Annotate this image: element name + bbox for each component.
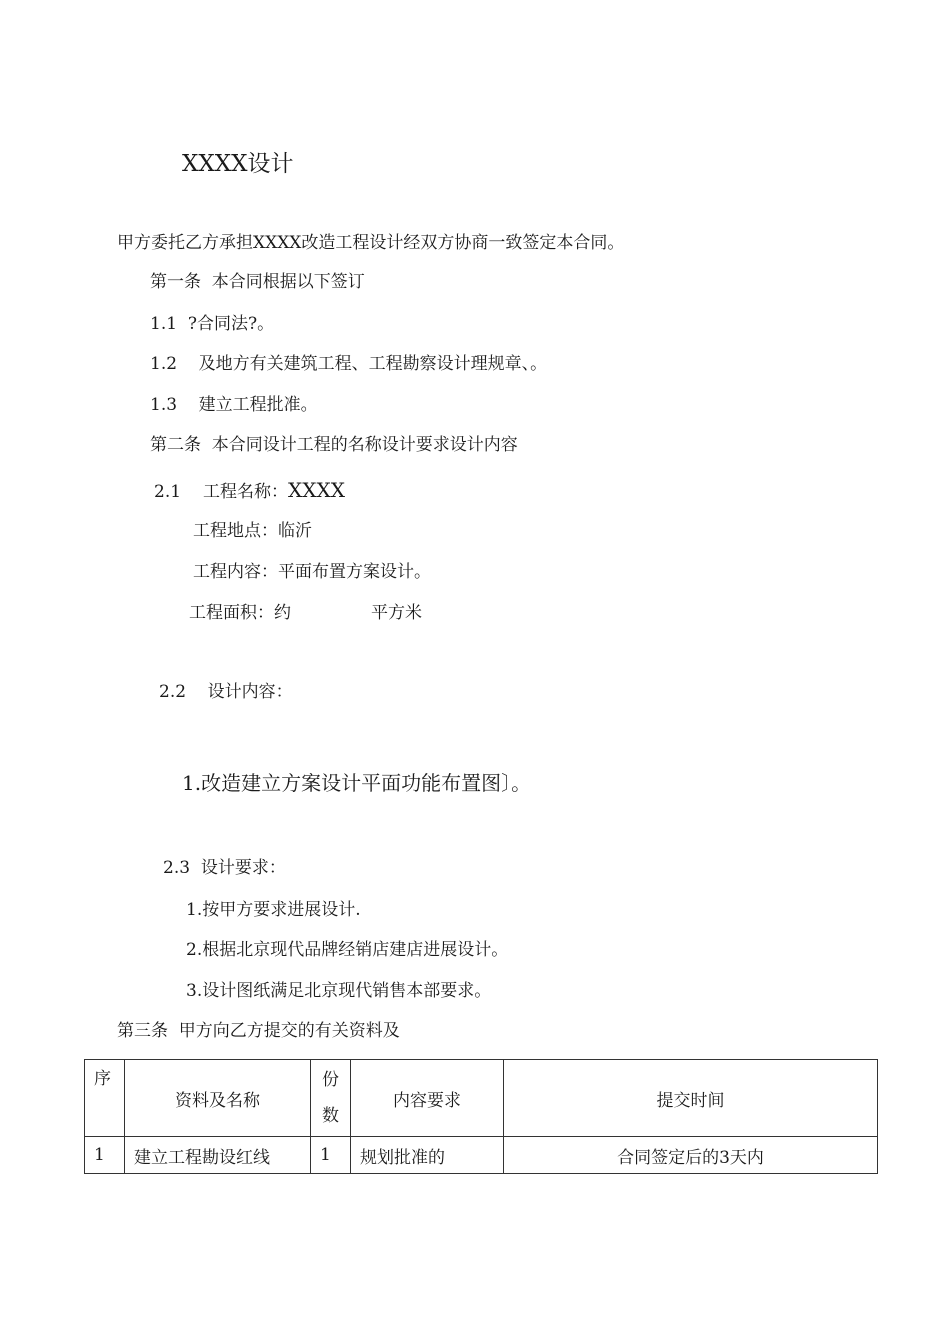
requirement-2: 2.根据北京现代品牌经销店建店进展设计。 xyxy=(186,940,509,960)
header-name: 资料及名称 xyxy=(125,1060,311,1137)
clause-2-2: 2.2 设计内容： xyxy=(159,682,293,702)
row-copies: 1 xyxy=(311,1137,351,1174)
project-name-value: XXXX xyxy=(288,478,345,502)
clause-1-2: 1.2 及地方有关建筑工程、工程勘察设计理规章、。 xyxy=(150,354,548,374)
row-time: 合同签定后的3天内 xyxy=(504,1137,878,1174)
project-area-label: 工程面积：约 xyxy=(189,603,291,623)
project-location: 工程地点：临沂 xyxy=(193,521,312,541)
header-copies-line2: 数 xyxy=(322,1106,339,1126)
intro-paragraph: 甲方委托乙方承担XXXX改造工程设计经双方协商一致签定本合同。 xyxy=(117,233,625,253)
requirement-1: 1.按甲方要求进展设计. xyxy=(186,900,361,920)
design-content-item: 1.改造建立方案设计平面功能布置图〕。 xyxy=(182,771,532,795)
project-area-unit: 平方米 xyxy=(371,603,422,623)
header-seq: 序 xyxy=(85,1060,125,1137)
row-seq: 1 xyxy=(85,1137,125,1174)
row-content: 规划批准的 xyxy=(351,1137,504,1174)
page-title: XXXX设计 xyxy=(182,151,294,177)
clause-2-3: 2.3 设计要求： xyxy=(163,858,286,878)
table-header-row xyxy=(85,1060,878,1137)
clause-2-1-number: 2.1 xyxy=(154,482,182,502)
requirement-3: 3.设计图纸满足北京现代销售本部要求。 xyxy=(186,981,492,1001)
header-time: 提交时间 xyxy=(504,1060,878,1137)
clause-2-1 xyxy=(154,478,345,502)
article-3-heading: 第三条 甲方向乙方提交的有关资料及 xyxy=(117,1021,400,1041)
clause-1-3: 1.3 建立工程批准。 xyxy=(150,395,318,415)
table-row xyxy=(85,1137,878,1174)
article-2-heading: 第二条 本合同设计工程的名称设计要求设计内容 xyxy=(150,435,518,455)
header-copies-line1: 份 xyxy=(322,1070,339,1090)
row-name: 建立工程勘设红线 xyxy=(125,1137,311,1174)
article-1-heading: 第一条 本合同根据以下签订 xyxy=(150,272,365,292)
header-content: 内容要求 xyxy=(351,1060,504,1137)
project-name-label: 工程名称： xyxy=(203,482,289,502)
clause-1-1: 1.1 ?合同法?。 xyxy=(150,314,275,334)
materials-table xyxy=(84,1059,878,1174)
project-content: 工程内容：平面布置方案设计。 xyxy=(193,562,431,582)
header-copies xyxy=(311,1060,351,1137)
